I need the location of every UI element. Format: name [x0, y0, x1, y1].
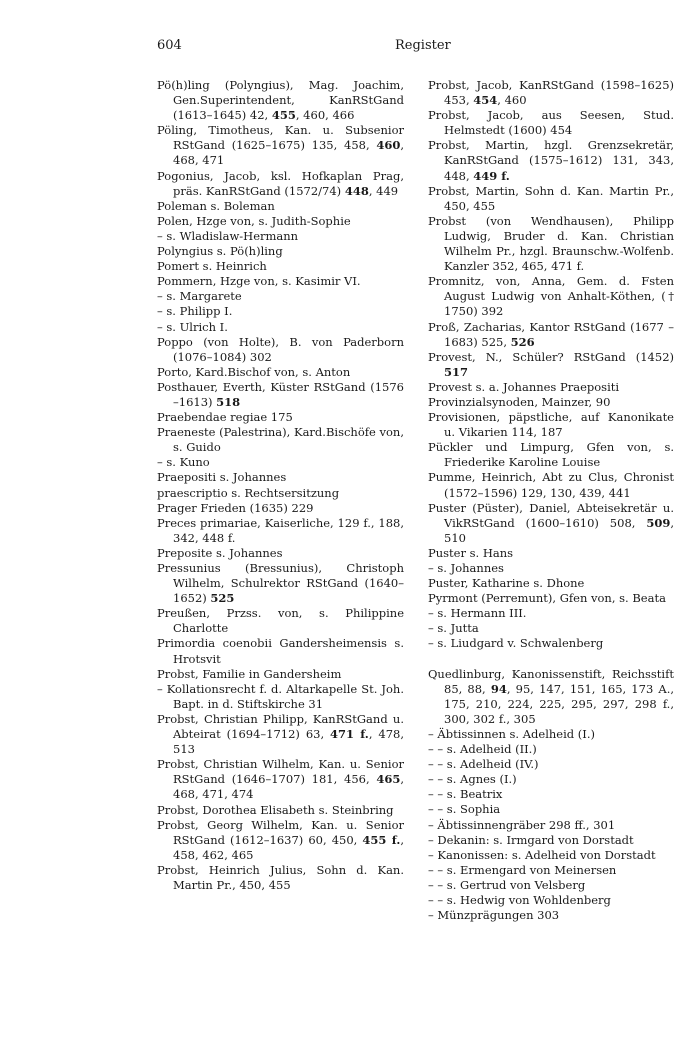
- index-entry: Pückler und Limpurg, Gfen von, s. Friederike Karoline Louise: [428, 440, 674, 470]
- index-entry: Provest, N., Schüler? RStGand (1452) 517: [428, 349, 674, 379]
- index-entry: – – s. Agnes (I.): [428, 772, 517, 787]
- index-entry: Probst, Jacob, KanRStGand (1598–1625) 453, 454, 460: [428, 78, 674, 108]
- index-entry: Probst, Martin, Sohn d. Kan. Martin Pr., 450, 455: [428, 183, 674, 213]
- index-entry: – Dekanin: s. Irmgard von Dorstadt: [428, 832, 634, 847]
- index-column-right: [428, 78, 674, 923]
- index-entry: Proß, Zacharias, Kantor RStGand (1677 –1683) 525, 526: [428, 319, 674, 349]
- index-entry: Praeneste (Palestrina), Kard.Bischöfe von, s. Guido: [157, 425, 404, 455]
- index-entry: Polyngius s. Pö(h)ling: [157, 244, 283, 259]
- index-entry: – s. Hermann III.: [428, 606, 527, 621]
- index-entry: – s. Johannes: [428, 561, 504, 575]
- index-entry: Probst, Christian Wilhelm, Kan. u. Senior RStGand (1646–1707) 181, 456, 465, 468, 471, 474: [157, 757, 404, 802]
- index-entry: Pomert s. Heinrich: [157, 259, 267, 274]
- index-entry: – Kanonissen: s. Adelheid von Dorstadt: [428, 847, 656, 862]
- index-entry: – s. Jutta: [428, 621, 479, 636]
- index-entry: – – s. Adelheid (IV.): [428, 757, 539, 772]
- index-entry: Pogonius, Jacob, ksl. Hofkaplan Prag, präs. KanRStGand (1572/74) 448, 449: [157, 168, 404, 198]
- index-entry: – s. Kuno: [157, 455, 210, 470]
- index-entry: – – s. Beatrix: [428, 787, 503, 802]
- index-entry: Primordia coenobii Gandersheimensis s. Hrotsvit: [157, 636, 404, 666]
- index-entry: Polen, Hzge von, s. Judith-Sophie: [157, 213, 351, 228]
- index-entry: Puster (Püster), Daniel, Abteisekretär u. VikRStGand (1600–1610) 508, 509, 510: [428, 500, 674, 545]
- index-entry: – s. Margarete: [157, 289, 242, 304]
- index-entry: Preußen, Przss. von, s. Philippine Charlotte: [157, 606, 404, 636]
- index-entry: praescriptio s. Rechtsersitzung: [157, 485, 340, 500]
- section-gap: [428, 652, 674, 667]
- index-entry: Pyrmont (Perremunt), Gfen von, s. Beata: [428, 591, 666, 606]
- index-entry: – s. Ulrich I.: [157, 319, 228, 334]
- index-entry: Pumme, Heinrich, Abt zu Clus, Chronist (1572–1596) 129, 130, 439, 441: [428, 470, 674, 500]
- index-entry: Probst, Georg Wilhelm, Kan. u. Senior RStGand (1612–1637) 60, 450, 455 f., 458, 462, 465: [157, 817, 404, 862]
- index-entry: – – s. Adelheid (II.): [428, 742, 537, 757]
- index-entry: Provinzialsynoden, Mainzer, 90: [428, 394, 611, 409]
- index-entry: Pressunius (Bressunius), Christoph Wilhelm, Schulrektor RStGand (1640–1652) 525: [157, 561, 404, 606]
- index-entry: Preces primariae, Kaiserliche, 129 f., 188, 342, 448 f.: [157, 515, 404, 545]
- index-entry: Probst, Familie in Gandersheim: [157, 666, 342, 681]
- index-entry: Pöling, Timotheus, Kan. u. Subsenior RStGand (1625–1675) 135, 458, 460, 468, 471: [157, 123, 404, 168]
- page-header: [157, 38, 587, 58]
- page-number: 604: [157, 38, 182, 53]
- index-entry: – – s. Gertrud von Velsberg: [428, 877, 586, 892]
- index-entry: Posthauer, Everth, Küster RStGand (1576 –1613) 518: [157, 379, 404, 409]
- index-entry: Probst, Jacob, aus Seesen, Stud. Helmstedt (1600) 454: [428, 108, 674, 138]
- index-entry: – s. Wladislaw-Hermann: [157, 228, 299, 243]
- running-head: Register: [395, 38, 451, 53]
- index-entry: Quedlinburg, Kanonissenstift, Reichsstift 85, 88, 94, 95, 147, 151, 165, 173 A., 175, 210, 224, 225, 295, 297, 298 f., 300, 302 f., 305: [428, 666, 675, 726]
- index-entry: Promnitz, von, Anna, Gem. d. Fsten August Ludwig von Anhalt-Köthen, († 1750) 392: [428, 274, 674, 319]
- index-entry: Probst, Christian Philipp, KanRStGand u. Abteirat (1694–1712) 63, 471 f., 478, 513: [157, 711, 404, 757]
- index-entry: Probst, Heinrich Julius, Sohn d. Kan. Martin Pr., 450, 455: [157, 862, 404, 892]
- index-entry: Provest s. a. Johannes Praepositi: [428, 379, 620, 394]
- index-entry: Provisionen, päpstliche, auf Kanonikate u. Vikarien 114, 187: [428, 410, 674, 440]
- index-entry: Probst, Martin, hzgl. Grenzsekretär, KanRStGand (1575–1612) 131, 343, 448, 449 f.: [428, 138, 674, 183]
- index-entry: Poppo (von Holte), B. von Paderborn (1076–1084) 302: [157, 334, 404, 364]
- index-entry: Praebendae regiae 175: [157, 410, 293, 425]
- index-entry: – – s. Ermengard von Meinersen: [428, 862, 617, 877]
- index-entry: Porto, Kard.Bischof von, s. Anton: [157, 364, 351, 379]
- index-entry: – Äbtissinnen s. Adelheid (I.): [428, 726, 595, 741]
- index-entry: Puster s. Hans: [428, 545, 514, 560]
- index-entry: Probst, Dorothea Elisabeth s. Steinbring: [157, 802, 394, 817]
- index-entry: Praepositi s. Johannes: [157, 470, 287, 485]
- index-entry: – – s. Hedwig von Wohldenberg: [428, 892, 611, 907]
- index-entry: – s. Liudgard v. Schwalenberg: [428, 636, 604, 651]
- index-entry: Puster, Katharine s. Dhone: [428, 576, 585, 591]
- index-entry: Probst (von Wendhausen), Philipp Ludwig, Bruder d. Kan. Christian Wilhelm Pr., hzgl. Braunschw.-Wolfenb. Kanzler 352, 465, 471 f.: [428, 213, 674, 274]
- index-entry: Prager Frieden (1635) 229: [157, 500, 314, 515]
- index-entry: – Münzprägungen 303: [428, 908, 560, 923]
- index-entry: – Kollationsrecht f. d. Altarkapelle St. Joh. Bapt. in d. Stiftskirche 31: [157, 681, 404, 711]
- index-entry: Pö(h)ling (Polyngius), Mag. Joachim, Gen.Superintendent, KanRStGand (1613–1645) 42, 455, 460, 466: [157, 78, 404, 123]
- index-entry: – s. Philipp I.: [157, 304, 233, 319]
- index-column-left: [157, 78, 404, 893]
- index-entry: – Äbtissinnengräber 298 ff., 301: [428, 817, 616, 832]
- index-entry: Poleman s. Boleman: [157, 198, 275, 213]
- index-entry: – – s. Sophia: [428, 802, 501, 817]
- index-entry: Pommern, Hzge von, s. Kasimir VI.: [157, 274, 361, 289]
- index-entry: Preposite s. Johannes: [157, 545, 283, 560]
